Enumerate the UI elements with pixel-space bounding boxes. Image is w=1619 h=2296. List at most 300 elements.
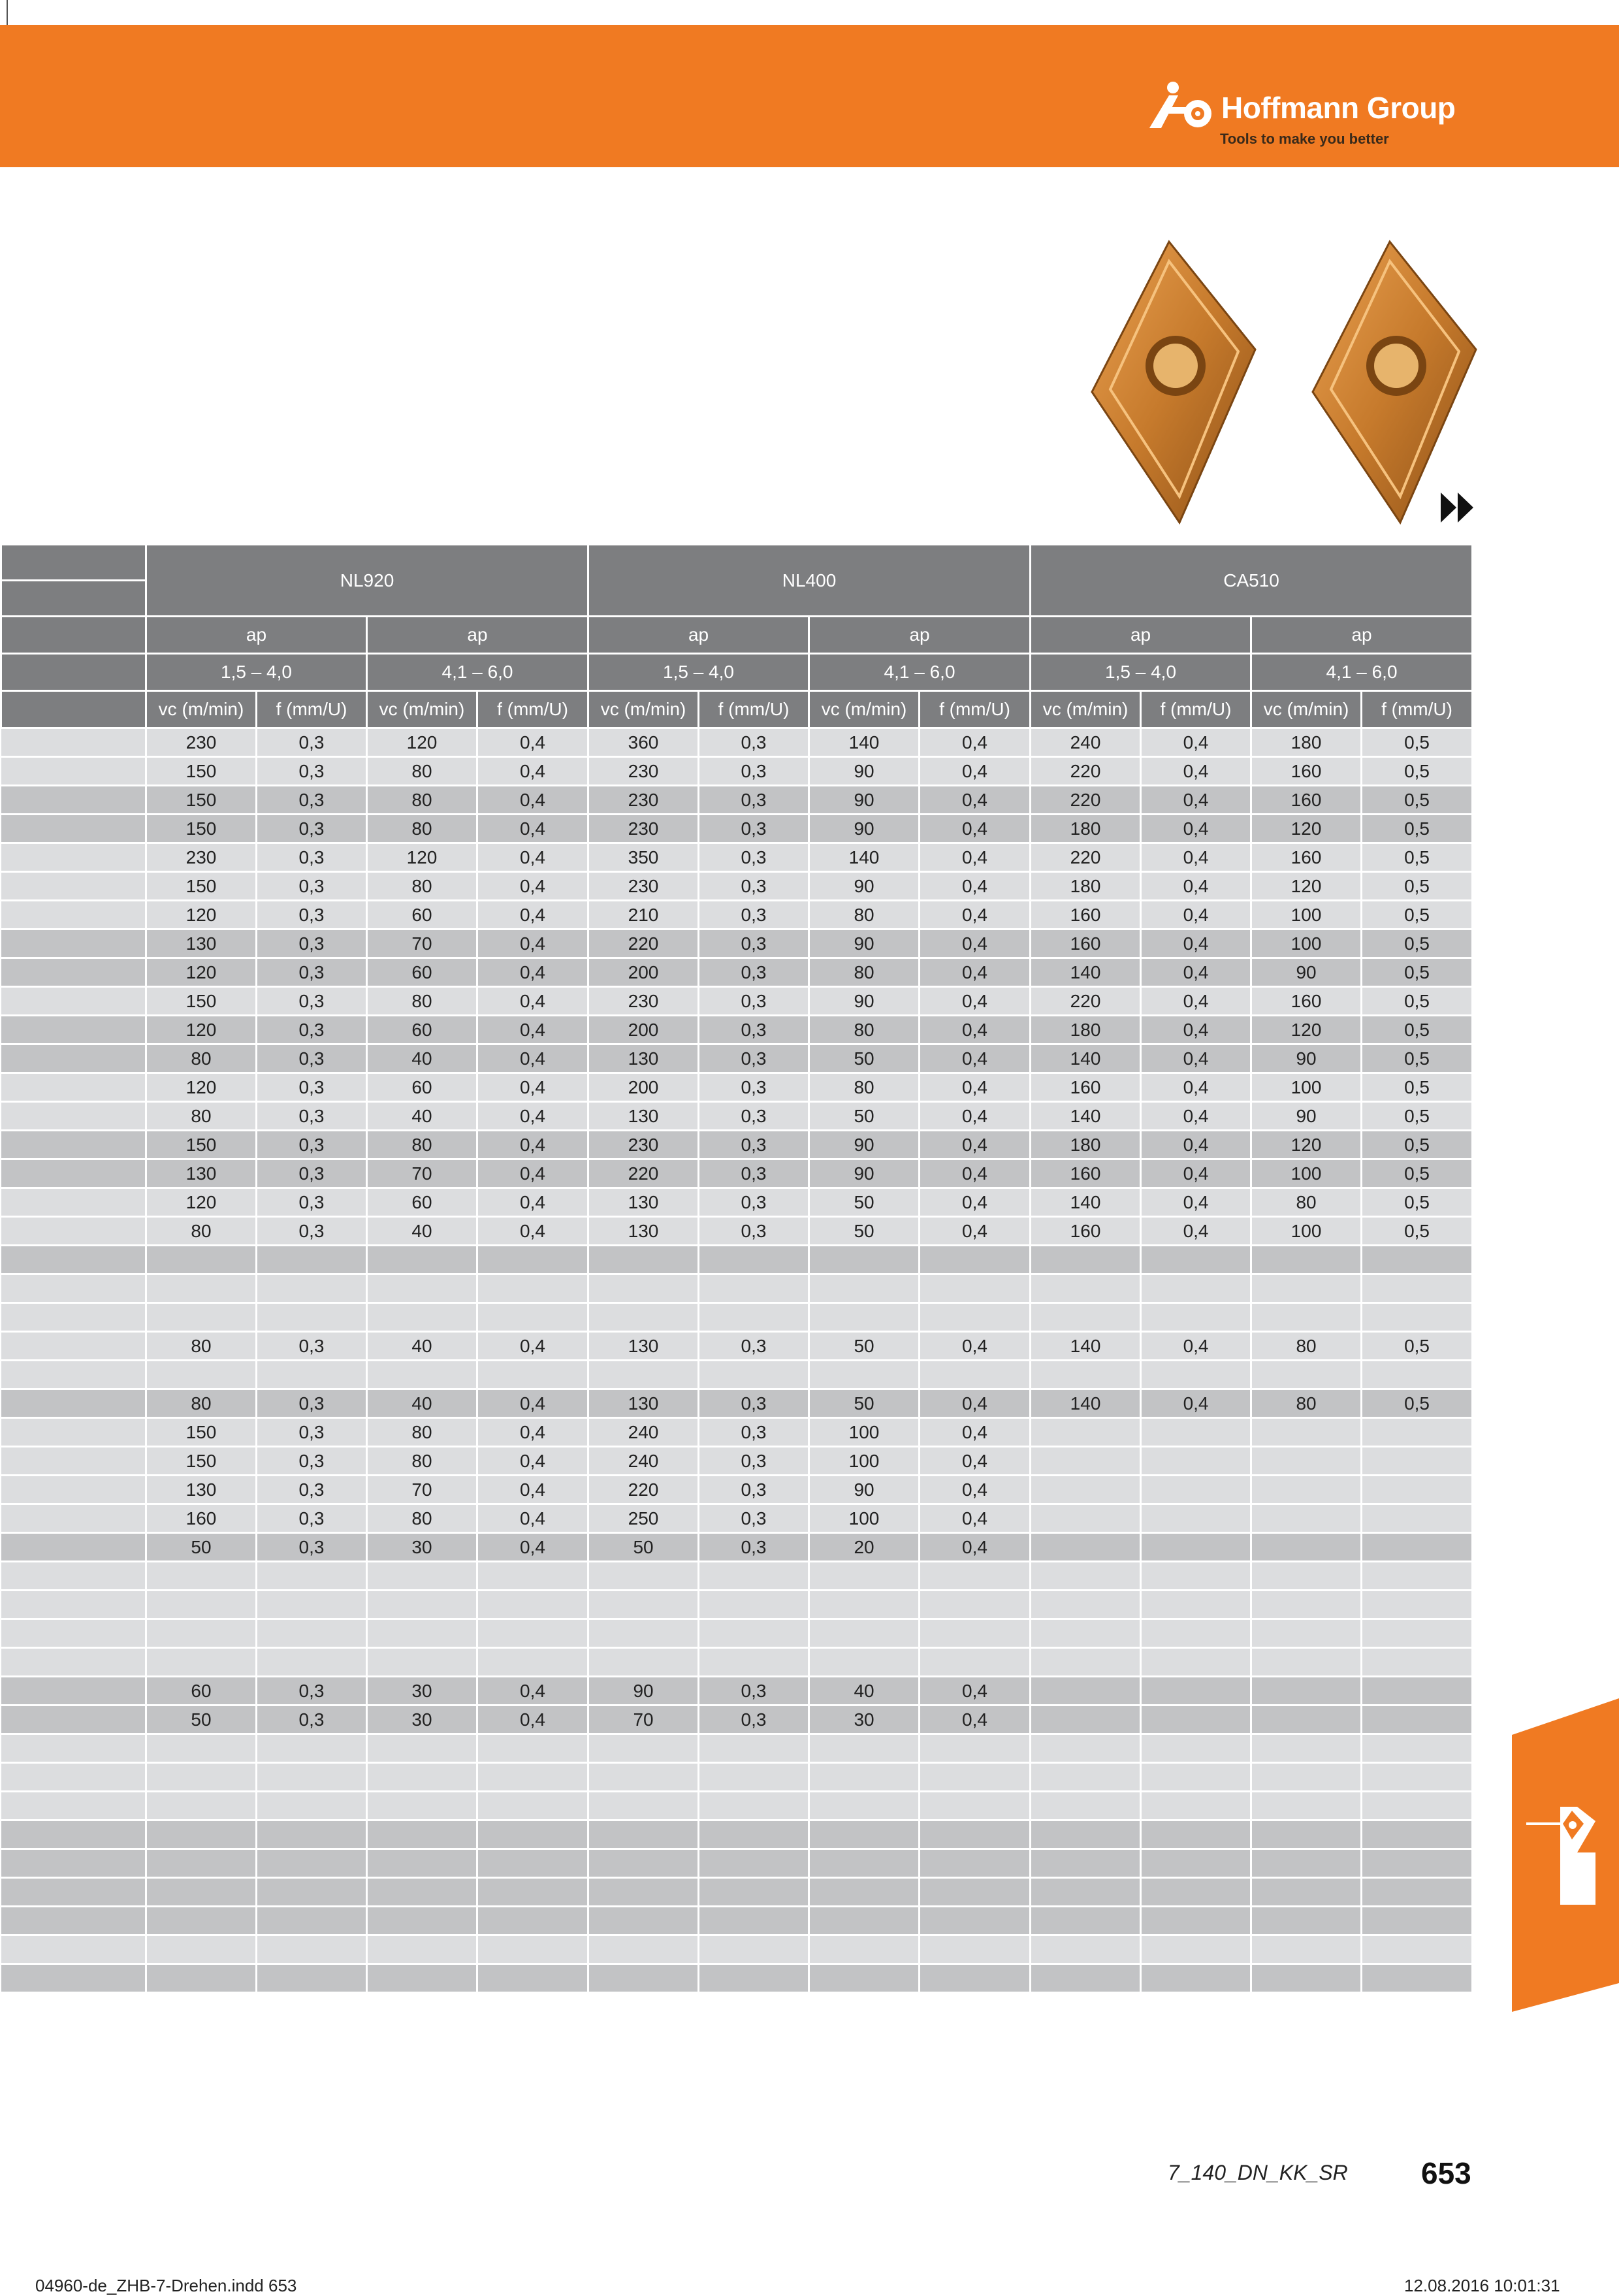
table-cell: 0,4 [477, 1073, 588, 1102]
table-cell: 0,3 [257, 1217, 367, 1246]
table-cell: 0,3 [699, 1504, 809, 1533]
column-header: f (mm/U) [477, 691, 588, 728]
table-cell: 0,3 [257, 843, 367, 872]
table-cell: 0,4 [1141, 930, 1251, 958]
table-cell [1251, 1562, 1362, 1591]
table-cell [1141, 1619, 1251, 1648]
table-row [1, 1619, 1473, 1648]
table-cell: 0,3 [257, 728, 367, 757]
table-cell [1251, 1533, 1362, 1562]
table-cell: 0,3 [257, 1533, 367, 1562]
table-cell: 140 [1031, 1188, 1141, 1217]
table-cell [1362, 1447, 1473, 1476]
table-cell [1251, 1734, 1362, 1763]
table-cell [1141, 1964, 1251, 1993]
table-cell: 80 [367, 987, 477, 1016]
table-row [1, 1734, 1473, 1763]
table-cell [1031, 1303, 1141, 1332]
column-header: vc (m/min) [588, 691, 699, 728]
table-cell [1141, 1763, 1251, 1792]
row-label-cell [1, 1734, 146, 1763]
label-header-cell [1, 545, 146, 581]
table-cell: 0,4 [1141, 1188, 1251, 1217]
table-cell [1141, 1562, 1251, 1591]
table-cell [1031, 1648, 1141, 1677]
table-cell [920, 1246, 1031, 1274]
table-row [1, 1361, 1473, 1389]
table-cell: 0,3 [699, 757, 809, 786]
table-cell: 0,4 [920, 1533, 1031, 1562]
table-cell: 220 [1031, 786, 1141, 815]
cutting-data-table [0, 543, 1471, 1994]
table-cell: 220 [588, 1476, 699, 1504]
table-cell: 160 [1031, 1217, 1141, 1246]
table-cell: 0,4 [920, 1188, 1031, 1217]
row-label-cell [1, 1562, 146, 1591]
table-cell [699, 1763, 809, 1792]
table-cell [1362, 1533, 1473, 1562]
table-cell: 0,5 [1362, 1102, 1473, 1131]
row-label-cell [1, 1964, 146, 1993]
table-cell [146, 1907, 257, 1935]
table-row [1, 1418, 1473, 1447]
table-row [1, 1389, 1473, 1418]
table-cell [1362, 1907, 1473, 1935]
table-cell [809, 1303, 920, 1332]
table-cell [367, 1907, 477, 1935]
table-cell: 90 [809, 872, 920, 901]
table-cell [1031, 1964, 1141, 1993]
table-cell: 130 [588, 1102, 699, 1131]
table-cell: 150 [146, 872, 257, 901]
row-label-cell [1, 930, 146, 958]
table-cell: 0,3 [257, 1131, 367, 1159]
table-row [1, 1073, 1473, 1102]
table-cell [477, 1820, 588, 1849]
table-row [1, 1102, 1473, 1131]
table-cell: 0,4 [920, 901, 1031, 930]
table-cell [1251, 1591, 1362, 1619]
table-cell [588, 1964, 699, 1993]
row-label-cell [1, 1303, 146, 1332]
table-cell [699, 1964, 809, 1993]
table-cell [588, 1907, 699, 1935]
table-cell: 0,3 [257, 1418, 367, 1447]
table-cell: 150 [146, 1131, 257, 1159]
table-cell [588, 1274, 699, 1303]
table-row [1, 1303, 1473, 1332]
row-label-cell [1, 958, 146, 987]
table-cell: 80 [809, 1016, 920, 1044]
table-cell: 0,3 [257, 901, 367, 930]
table-cell: 50 [809, 1188, 920, 1217]
table-cell: 0,4 [920, 987, 1031, 1016]
row-label-cell [1, 1044, 146, 1073]
table-cell: 0,4 [1141, 987, 1251, 1016]
table-cell: 100 [809, 1418, 920, 1447]
table-cell [1251, 1878, 1362, 1907]
table-cell [1362, 1964, 1473, 1993]
ap-range-row [1, 654, 1473, 691]
row-label-cell [1, 1389, 146, 1418]
table-cell [809, 1734, 920, 1763]
table-cell [257, 1935, 367, 1964]
table-cell [146, 1562, 257, 1591]
table-cell: 0,3 [699, 1677, 809, 1706]
table-cell: 90 [1251, 1102, 1362, 1131]
table-cell: 0,4 [920, 1504, 1031, 1533]
ap-label: ap [1031, 617, 1251, 654]
column-header: vc (m/min) [367, 691, 477, 728]
table-cell [588, 1820, 699, 1849]
row-label-cell [1, 1073, 146, 1102]
table-cell: 0,3 [257, 815, 367, 843]
table-cell: 0,4 [920, 1677, 1031, 1706]
table-cell: 130 [146, 930, 257, 958]
table-cell: 0,4 [1141, 1159, 1251, 1188]
table-cell: 80 [1251, 1188, 1362, 1217]
table-cell: 150 [146, 786, 257, 815]
table-row [1, 1016, 1473, 1044]
table-cell [1251, 1820, 1362, 1849]
table-cell: 50 [809, 1217, 920, 1246]
table-cell: 140 [1031, 1044, 1141, 1073]
column-header: vc (m/min) [809, 691, 920, 728]
table-cell [257, 1246, 367, 1274]
table-cell: 50 [809, 1332, 920, 1361]
table-cell: 80 [367, 1447, 477, 1476]
table-row [1, 930, 1473, 958]
table-cell: 130 [146, 1159, 257, 1188]
table-cell: 0,4 [477, 1389, 588, 1418]
table-row [1, 1332, 1473, 1361]
table-cell [1251, 1935, 1362, 1964]
table-cell: 0,3 [699, 901, 809, 930]
table-row [1, 843, 1473, 872]
table-cell [588, 1792, 699, 1820]
table-cell [1251, 1964, 1362, 1993]
table-cell: 40 [809, 1677, 920, 1706]
table-cell: 120 [367, 728, 477, 757]
table-cell [257, 1274, 367, 1303]
table-cell [477, 1763, 588, 1792]
table-cell [477, 1907, 588, 1935]
table-cell: 0,5 [1362, 987, 1473, 1016]
table-cell: 0,4 [1141, 958, 1251, 987]
table-cell [146, 1246, 257, 1274]
table-row [1, 1964, 1473, 1993]
table-cell [1141, 1533, 1251, 1562]
table-cell: 0,3 [257, 1706, 367, 1734]
table-cell [920, 1303, 1031, 1332]
table-cell: 130 [588, 1389, 699, 1418]
table-cell: 0,5 [1362, 1217, 1473, 1246]
table-cell [699, 1792, 809, 1820]
table-cell: 200 [588, 1016, 699, 1044]
row-label-cell [1, 728, 146, 757]
brand-logo [1149, 72, 1489, 150]
table-row [1, 728, 1473, 757]
table-cell [1141, 1303, 1251, 1332]
table-cell [1251, 1504, 1362, 1533]
table-cell [367, 1820, 477, 1849]
table-cell [1141, 1418, 1251, 1447]
table-cell: 0,4 [920, 1476, 1031, 1504]
table-cell: 0,5 [1362, 757, 1473, 786]
table-cell [146, 1274, 257, 1303]
row-label-cell [1, 1504, 146, 1533]
table-cell: 0,4 [1141, 1016, 1251, 1044]
table-row [1, 1849, 1473, 1878]
table-cell: 0,4 [1141, 757, 1251, 786]
table-cell [588, 1246, 699, 1274]
table-cell: 80 [367, 1418, 477, 1447]
table-cell: 0,4 [477, 815, 588, 843]
table-cell: 60 [367, 901, 477, 930]
table-cell: 0,5 [1362, 1073, 1473, 1102]
table-cell: 40 [367, 1044, 477, 1073]
table-cell: 0,3 [257, 1332, 367, 1361]
table-cell: 230 [588, 815, 699, 843]
table-cell: 160 [1251, 757, 1362, 786]
table-cell [920, 1935, 1031, 1964]
table-cell [1031, 1820, 1141, 1849]
table-cell: 100 [1251, 1159, 1362, 1188]
table-cell: 0,3 [699, 1389, 809, 1418]
row-label-cell [1, 1476, 146, 1504]
table-row [1, 815, 1473, 843]
table-cell: 0,3 [699, 1332, 809, 1361]
table-cell: 90 [1251, 958, 1362, 987]
column-header: f (mm/U) [920, 691, 1031, 728]
table-row [1, 1820, 1473, 1849]
ap-label: ap [367, 617, 588, 654]
table-cell: 0,4 [920, 1131, 1031, 1159]
table-cell: 0,4 [1141, 786, 1251, 815]
table-cell: 0,3 [257, 1159, 367, 1188]
table-cell: 0,4 [477, 1332, 588, 1361]
top-margin [0, 0, 1619, 25]
table-cell [809, 1763, 920, 1792]
table-cell: 60 [367, 1188, 477, 1217]
table-cell: 0,3 [257, 1476, 367, 1504]
table-cell: 0,4 [1141, 1044, 1251, 1073]
table-cell: 130 [588, 1332, 699, 1361]
column-header-row [1, 691, 1473, 728]
table-cell [920, 1964, 1031, 1993]
row-label-cell [1, 1648, 146, 1677]
table-cell: 0,4 [477, 987, 588, 1016]
table-cell: 0,5 [1362, 1332, 1473, 1361]
table-cell [1141, 1907, 1251, 1935]
table-cell: 0,3 [699, 786, 809, 815]
row-label-cell [1, 1332, 146, 1361]
table-cell [1362, 1734, 1473, 1763]
table-cell: 180 [1031, 872, 1141, 901]
table-cell [1031, 1418, 1141, 1447]
table-cell: 0,3 [699, 958, 809, 987]
table-cell [257, 1303, 367, 1332]
table-cell [257, 1591, 367, 1619]
forward-arrows-icon[interactable] [1441, 491, 1476, 524]
table-cell [257, 1562, 367, 1591]
table-cell [1141, 1447, 1251, 1476]
table-cell: 0,4 [920, 1706, 1031, 1734]
table-cell: 180 [1031, 1131, 1141, 1159]
table-cell: 0,3 [699, 1131, 809, 1159]
table-cell: 0,4 [920, 1102, 1031, 1131]
table-cell [1141, 1935, 1251, 1964]
table-cell: 100 [1251, 901, 1362, 930]
table-cell [1141, 1591, 1251, 1619]
table-cell [367, 1763, 477, 1792]
table-cell: 220 [588, 930, 699, 958]
row-label-cell [1, 1447, 146, 1476]
table-cell: 200 [588, 958, 699, 987]
table-cell: 160 [1031, 930, 1141, 958]
table-cell [477, 1246, 588, 1274]
table-cell [699, 1591, 809, 1619]
turning-tool-icon[interactable] [1512, 1698, 1619, 2012]
table-cell: 0,3 [699, 1073, 809, 1102]
table-cell [588, 1303, 699, 1332]
table-cell [699, 1878, 809, 1907]
table-cell: 0,5 [1362, 1016, 1473, 1044]
grade-ca510: CA510 [1031, 545, 1473, 617]
table-cell [920, 1820, 1031, 1849]
table-cell [1031, 1677, 1141, 1706]
table-cell: 0,3 [699, 1418, 809, 1447]
table-cell [920, 1274, 1031, 1303]
table-cell: 0,4 [920, 872, 1031, 901]
table-cell: 90 [809, 1131, 920, 1159]
table-cell [920, 1619, 1031, 1648]
brand-tagline: Tools to make you better [1220, 131, 1389, 147]
table-cell [1362, 1820, 1473, 1849]
row-label-cell [1, 1361, 146, 1389]
table-cell: 0,3 [699, 728, 809, 757]
table-cell [1141, 1820, 1251, 1849]
table-cell: 0,4 [477, 1102, 588, 1131]
table-cell: 180 [1031, 1016, 1141, 1044]
table-cell [1031, 1706, 1141, 1734]
table-cell: 80 [367, 815, 477, 843]
table-row [1, 1044, 1473, 1073]
table-cell: 50 [809, 1102, 920, 1131]
table-cell [699, 1648, 809, 1677]
table-cell: 240 [1031, 728, 1141, 757]
row-label-cell [1, 1188, 146, 1217]
table-cell [367, 1619, 477, 1648]
table-cell: 50 [809, 1044, 920, 1073]
table-cell [1362, 1562, 1473, 1591]
row-label-cell [1, 843, 146, 872]
table-cell: 100 [809, 1504, 920, 1533]
row-label-cell [1, 1246, 146, 1274]
table-cell [588, 1849, 699, 1878]
table-cell: 0,4 [1141, 1217, 1251, 1246]
table-cell [1141, 1361, 1251, 1389]
table-cell: 210 [588, 901, 699, 930]
table-cell [477, 1849, 588, 1878]
table-cell: 120 [146, 1073, 257, 1102]
row-label-cell [1, 1131, 146, 1159]
table-cell [699, 1907, 809, 1935]
table-cell [920, 1792, 1031, 1820]
table-cell [257, 1820, 367, 1849]
table-cell [1251, 1274, 1362, 1303]
table-cell [1362, 1619, 1473, 1648]
table-cell [588, 1619, 699, 1648]
column-header: vc (m/min) [1031, 691, 1141, 728]
table-cell [699, 1361, 809, 1389]
table-cell [1251, 1907, 1362, 1935]
label-header-cell [1, 617, 146, 654]
table-cell [1141, 1504, 1251, 1533]
table-cell [367, 1274, 477, 1303]
table-cell: 90 [809, 815, 920, 843]
table-cell: 160 [1251, 843, 1362, 872]
table-cell [920, 1734, 1031, 1763]
table-cell: 230 [588, 786, 699, 815]
print-file-name: 04960-de_ZHB-7-Drehen.indd 653 [35, 2276, 297, 2295]
table-cell: 0,3 [257, 958, 367, 987]
table-cell [1141, 1878, 1251, 1907]
table-cell: 0,3 [699, 872, 809, 901]
table-cell: 230 [146, 728, 257, 757]
table-cell [1362, 1706, 1473, 1734]
table-cell [257, 1849, 367, 1878]
row-label-cell [1, 1591, 146, 1619]
table-cell [1031, 1591, 1141, 1619]
table-cell: 0,5 [1362, 872, 1473, 901]
column-header: f (mm/U) [1141, 691, 1251, 728]
grade-nl400: NL400 [588, 545, 1031, 617]
table-cell [699, 1849, 809, 1878]
table-cell [1362, 1648, 1473, 1677]
table-cell [146, 1303, 257, 1332]
table-cell [1362, 1303, 1473, 1332]
table-cell [809, 1648, 920, 1677]
table-cell: 140 [1031, 1389, 1141, 1418]
table-row [1, 1159, 1473, 1188]
table-cell [1141, 1792, 1251, 1820]
column-header: vc (m/min) [146, 691, 257, 728]
row-label-cell [1, 1274, 146, 1303]
table-cell: 160 [1031, 1159, 1141, 1188]
table-cell: 140 [1031, 958, 1141, 987]
table-cell: 0,5 [1362, 1131, 1473, 1159]
table-cell: 150 [146, 1447, 257, 1476]
row-label-cell [1, 1907, 146, 1935]
table-cell: 60 [367, 1073, 477, 1102]
table-cell: 0,3 [699, 815, 809, 843]
table-cell: 160 [1251, 786, 1362, 815]
table-cell: 230 [588, 1131, 699, 1159]
table-cell: 0,4 [920, 930, 1031, 958]
table-row [1, 1246, 1473, 1274]
table-cell: 0,4 [1141, 901, 1251, 930]
table-cell [477, 1591, 588, 1619]
table-cell [477, 1619, 588, 1648]
table-cell: 140 [1031, 1102, 1141, 1131]
table-cell: 120 [146, 958, 257, 987]
table-cell: 90 [809, 1159, 920, 1188]
table-cell: 60 [367, 958, 477, 987]
table-cell: 90 [809, 786, 920, 815]
table-cell [146, 1591, 257, 1619]
table-cell: 0,4 [1141, 1102, 1251, 1131]
